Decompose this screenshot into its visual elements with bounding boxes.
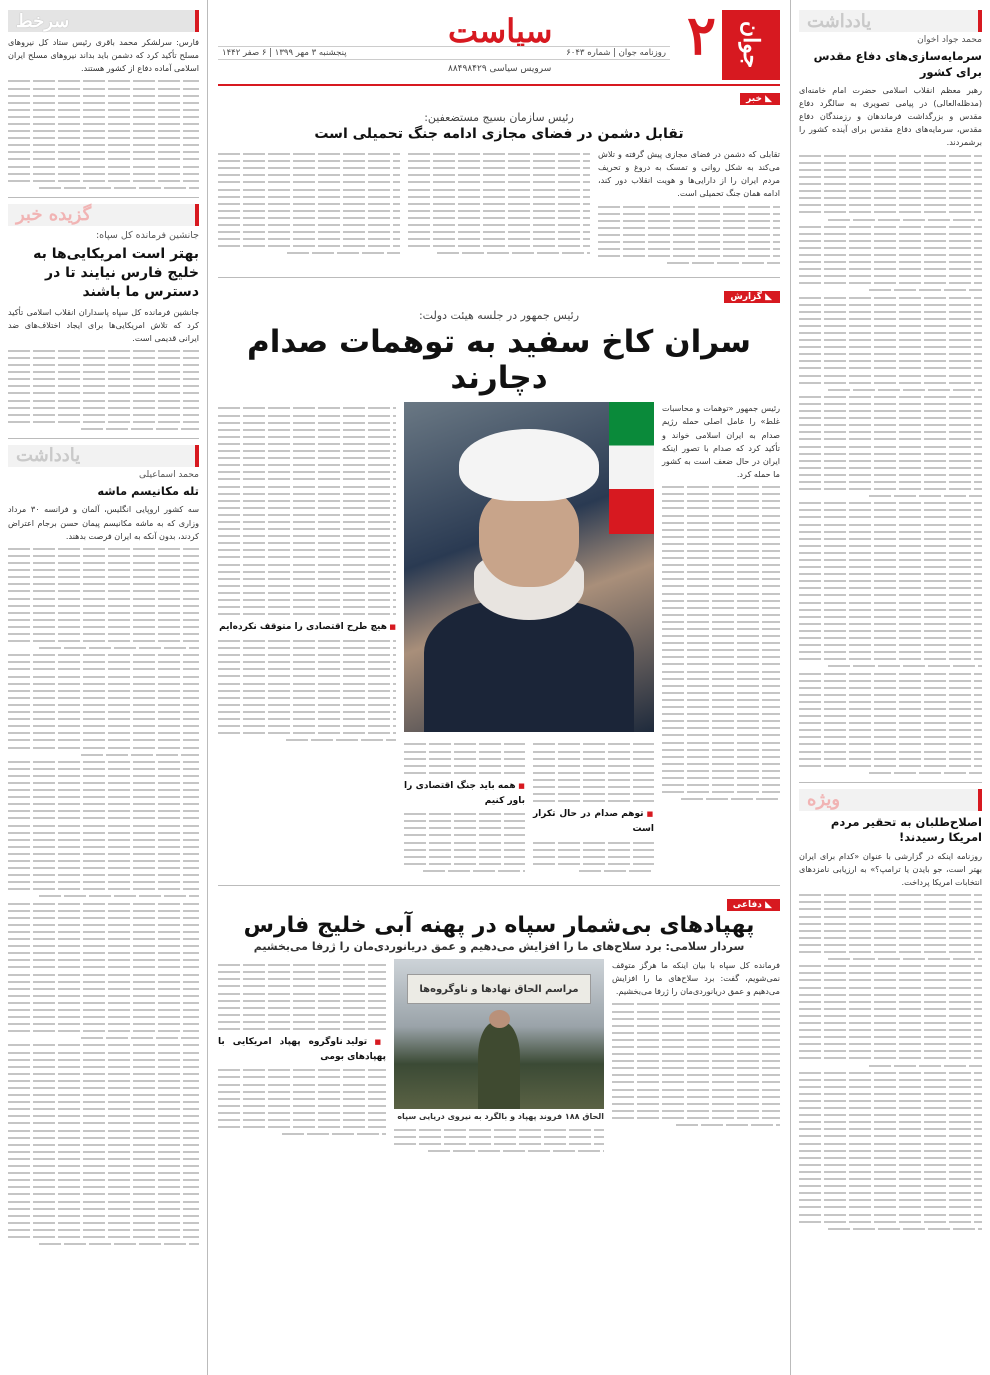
story-column xyxy=(218,959,386,1157)
logo-text: جوان xyxy=(738,21,764,69)
article-title: تله مکانیسم ماشه xyxy=(97,483,199,498)
tag-label: خبر xyxy=(746,94,762,104)
left-column xyxy=(0,0,208,1375)
article-title: بهتر است امریکایی‌ها به خلیج فارس نیایند تا در دسترس ما باشند xyxy=(33,245,199,300)
story-column xyxy=(218,402,396,877)
tag-label: گزارش xyxy=(730,292,762,303)
tag-news: ◣ خبر xyxy=(740,93,780,105)
subheading: ■ هیچ طرح اقتصادی را متوقف نکرده‌ایم xyxy=(218,620,396,635)
article-kicker: جانشین فرمانده کل سپاه: xyxy=(95,229,199,241)
pillar-header-headlines xyxy=(8,10,199,32)
newspaper-logo xyxy=(722,10,780,80)
story-column xyxy=(394,1129,604,1152)
issue-bar xyxy=(218,46,670,60)
story-lead: تقابلی که دشمن در فضای مجازی پیش گرفته و تلاش می‌کند به شکل روانی و تمسک به دروغ و تحریف مردم ایران را از دارایی‌ها و هویت انقلاب دور کند، ادامه همان جنگ تحمیلی است. xyxy=(598,149,780,199)
article-body xyxy=(799,84,982,774)
article-title: سرمایه‌سازی‌های دفاع مقدس برای کشور xyxy=(813,49,982,79)
bottom-story-columns xyxy=(218,959,780,1157)
headline: تقابل دشمن در فضای مجازی ادامه جنگ تحمیلی است xyxy=(314,126,684,142)
headline-kicker: رئیس جمهور در جلسه هیئت دولت: xyxy=(418,309,580,323)
story-column xyxy=(404,738,525,877)
bottom-story-header xyxy=(218,913,780,953)
pillar-label: ویژه xyxy=(807,789,841,811)
story-column xyxy=(662,402,780,877)
navy-ceremony-photo xyxy=(394,959,604,1109)
tag-report: ◣ گزارش xyxy=(724,291,780,303)
text-filler xyxy=(8,548,199,1245)
issue-info: روزنامه جوان | شماره ۶۰۴۳ xyxy=(566,48,666,58)
tag-field: ◣ دفاعی xyxy=(727,899,780,911)
article-body xyxy=(8,503,199,1245)
pillar-header-selection xyxy=(8,204,199,226)
pillar-header-special xyxy=(799,789,982,811)
section-phone: سرویس سیاسی ۸۸۴۹۸۴۲۹ xyxy=(448,64,552,74)
headline-subtitle: سردار سلامی: برد سلاح‌های ما را افزایش می‌دهیم و عمق دریانوردی‌مان را ژرفا می‌بخشیم xyxy=(253,940,745,954)
pillar-label: گزیده خبر xyxy=(16,204,92,226)
story-column xyxy=(612,959,780,1157)
author-byline: محمد جواد اخوان xyxy=(917,35,982,45)
right-column xyxy=(790,0,990,1375)
pillar-label: سرخط xyxy=(16,10,70,32)
story-lead: فرمانده کل سپاه با بیان اینکه ما هرگز متوقف نمی‌شویم، گفت: برد سلاح‌های ما را افزایش می‌دهیم و عمق دریانوردی‌مان را ژرفا می‌بخشیم. xyxy=(612,960,780,997)
headline-kicker: رئیس سازمان بسیج مستضعفین: xyxy=(424,111,574,124)
pillar-header-note xyxy=(8,445,199,467)
tag-label: دفاعی xyxy=(732,900,762,911)
author-byline: محمد اسماعیلی xyxy=(139,469,199,480)
article-lead: جانشین فرمانده کل سپاه پاسداران انقلاب اسلامی تأکید کرد که تلاش امریکایی‌ها برای ایجاد اختلاف‌های ضد ایرانی قدیمی است. xyxy=(8,306,199,343)
page-number: ۲ xyxy=(686,3,716,67)
headline: پهپادهای بی‌شمار سپاه در پهنه آبی خلیج فارس xyxy=(243,913,755,939)
subheading: ■ تولید ناوگروه پهپاد امریکایی با پهپادهای بومی xyxy=(218,1035,386,1064)
subheading: ■ توهم صدام در حال تکرار است xyxy=(533,807,654,836)
story-column xyxy=(218,148,400,269)
main-column xyxy=(208,0,790,1375)
pillar-header-note xyxy=(799,10,982,32)
photo-caption: الحاق ۱۸۸ فروند پهپاد و بالگرد به نیروی دریایی سپاه xyxy=(397,1112,604,1122)
mid-story-media xyxy=(404,402,654,877)
article-lead: سه کشور اروپایی انگلیس، آلمان و فرانسه ۳۰ مرداد وزاری که به ماشه مکانیسم پیمان حسن برجام اعتراض کردند، بدون آنکه به ایران فرصت بدهند. xyxy=(8,504,199,541)
president-photo xyxy=(404,402,654,732)
story-column xyxy=(598,148,780,269)
article-title: اصلاح‌طلبان به تحقیر مردم امریکا رسیدند! xyxy=(830,814,982,845)
story-column xyxy=(408,148,590,269)
story-lead: رئیس جمهور «توهمات و محاسبات غلط» را عامل اصلی حمله رژیم صدام به ایران اسلامی خواند و تأکید کرد که صدام با تصور اینکه ایران در حال ضعف است به کشور ما حمله کرد. xyxy=(662,403,780,479)
photo-banner: مراسم الحاق نهادها و ناوگروه‌ها xyxy=(407,974,592,1004)
text-filler xyxy=(799,894,982,1229)
mid-story-columns xyxy=(218,402,780,877)
masthead xyxy=(218,3,780,86)
article-lead: روزنامه اینکه در گزارشی با عنوان «کدام برای ایران بهتر است، جو بایدن یا ترامپ؟» به ارزیابی نامزدهای انتخابات امریکا پرداخت. xyxy=(799,850,982,888)
issue-date: پنجشنبه ۳ مهر ۱۳۹۹ | ۶ صفر ۱۴۴۲ xyxy=(222,48,347,58)
pillar-label: یادداشت xyxy=(807,10,872,32)
top-story-columns xyxy=(218,148,780,269)
headline: سران کاخ سفید به توهمات صدام دچارند xyxy=(247,324,751,397)
photo-subcolumns xyxy=(404,738,654,877)
brief-news xyxy=(8,36,199,189)
article-body xyxy=(799,850,982,1230)
brief-item: فارس: سرلشکر محمد باقری رئیس ستاد کل نیروهای مسلح تأکید کرد که دشمن باید بداند نیروهای مسلح ایران اسلامی آماده دفاع از کشور هستند. xyxy=(8,37,199,74)
pillar-label: یادداشت xyxy=(16,445,81,467)
article-lead: رهبر معظم انقلاب اسلامی حضرت امام خامنه‌ای (مدظله‌العالی) در پیامی تصویری به سالگرد دفاع مقدس و بزرگداشت فرماندهان و رزمندگان دفاع مقدس، سرمایه‌های دفاع مقدس برای آینده کشور را برشمردند. xyxy=(799,85,982,148)
mid-story-header xyxy=(218,309,780,396)
text-filler xyxy=(799,155,982,774)
bottom-story-media xyxy=(394,959,604,1157)
subheading: ■ همه باید جنگ اقتصادی را باور کنیم xyxy=(404,779,525,808)
section-title: سیاست xyxy=(448,12,553,50)
story-column xyxy=(533,738,654,877)
article-body xyxy=(8,306,199,430)
top-story-header xyxy=(218,111,780,142)
